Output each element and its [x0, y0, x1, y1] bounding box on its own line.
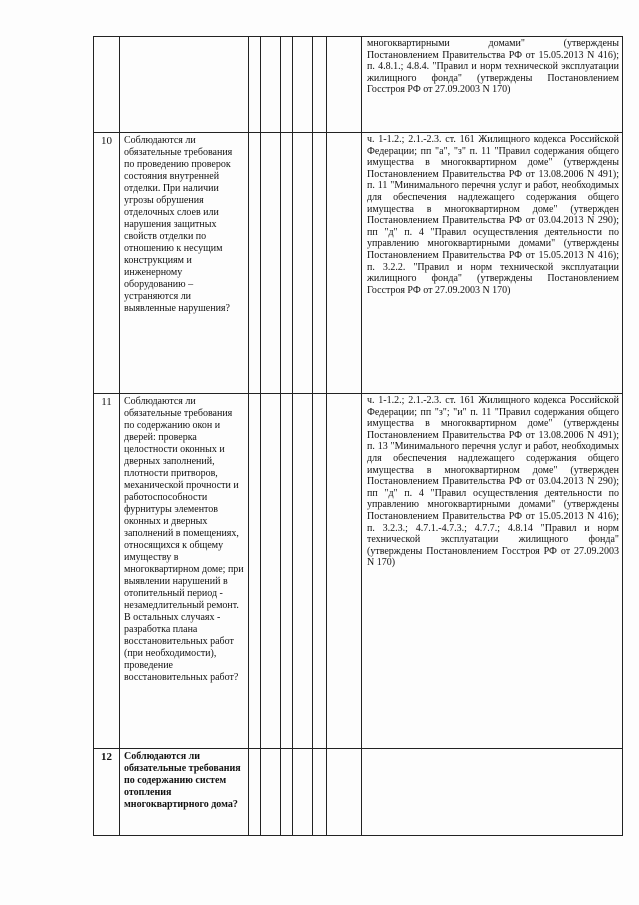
table-row-continued [94, 37, 623, 133]
answer-cell [281, 133, 293, 394]
answer-cell [281, 749, 293, 836]
question-cell: Соблюдаются ли обязательные требования по содержанию окон и дверей: проверка целостности оконных и дверных заполнений, плотности притворов, механической прочности и работоспособности фурнитуры элементов оконных и дверных заполнений в помещениях, относящихся к общему имуществу в многоквартирном доме; при выявлении нарушений в отопительный период - незамедлительный ремонт. В остальных случаях - разработка плана восстановительных работ (при необходимости), проведение восстановительных работ? [120, 394, 249, 749]
answer-cell [293, 133, 313, 394]
answer-cell [261, 394, 281, 749]
answer-cell [327, 749, 362, 836]
answer-cell [261, 749, 281, 836]
answer-cell [313, 749, 327, 836]
question-cell: Соблюдаются ли обязательные требования по проведению проверок состояния внутренней отделки. При наличии угрозы обрушения отделочных слоев или нарушения защитных свойств отделки по отношению к несущим конструкциям и инженерному оборудованию – устраняются ли выявленные нарушения? [120, 133, 249, 394]
answer-cell [327, 394, 362, 749]
row-number [94, 37, 120, 133]
checklist-table [93, 36, 623, 836]
answer-cell [249, 133, 261, 394]
legal-reference-cell: ч. 1-1.2.; 2.1.-2.3. ст. 161 Жилищного кодекса Российской Федерации; пп "а", "з" п. 11 "Правил содержания общего имущества в многоквартирном доме" (утверждены Постановлением Правительства РФ от 13.08.2006 N 491); п. 11 "Минимального перечня услуг и работ, необходимых для обеспечения надлежащего содержания общего имущества в многоквартирном доме" (утвержден Постановлением Правительства РФ от 03.04.2013 N 290); пп "д" п. 4 "Правил осуществления деятельности по управлению многоквартирными домами" (утверждены Постановлением Правительства РФ от 15.05.2013 N 416); п. 3.2.2. "Правил и норм технической эксплуатации жилищного фонда" (утверждены Постановлением Госстроя РФ от 27.09.2003 N 170) [362, 133, 623, 394]
legal-reference-cell: ч. 1-1.2.; 2.1.-2.3. ст. 161 Жилищного кодекса Российской Федерации; пп "з"; "и" п. 11 "Правил содержания общего имущества в многоквартирном доме" (утверждены Постановлением Правительства РФ от 13.08.2006 N 491); п. 13 "Минимального перечня услуг и работ, необходимых для обеспечения надлежащего содержания общего имущества в многоквартирном доме" (утвержден Постановлением Правительства РФ от 03.04.2013 N 290); пп "д" п. 4 "Правил осуществления деятельности по управлению многоквартирными домами" (утверждены Постановлением Правительства РФ от 15.05.2013 N 416); п. 3.2.3.; 4.7.1.-4.7.3.; 4.7.7.; 4.8.14 "Правил и норм технической эксплуатации жилищного фонда" (утверждены Постановлением Госстроя РФ от 27.09.2003 N 170) [362, 394, 623, 749]
row-number: 10 [94, 133, 120, 394]
answer-cell [293, 37, 313, 133]
legal-reference-cell: многоквартирными домами" (утверждены Постановлением Правительства РФ от 15.05.2013 N 416); п. 4.8.1.; 4.8.4. "Правил и норм технической эксплуатации жилищного фонда" (утверждены Постановлением Госстроя РФ от 27.09.2003 N 170) [362, 37, 623, 133]
answer-cell [313, 394, 327, 749]
question-cell [120, 37, 249, 133]
answer-cell [281, 394, 293, 749]
table-row-10 [94, 133, 623, 394]
legal-reference-cell [362, 749, 623, 836]
answer-cell [261, 133, 281, 394]
question-cell: Соблюдаются ли обязательные требования по содержанию систем отопления многоквартирного дома? [120, 749, 249, 836]
answer-cell [249, 749, 261, 836]
answer-cell [293, 749, 313, 836]
table-row-12 [94, 749, 623, 836]
answer-cell [261, 37, 281, 133]
answer-cell [281, 37, 293, 133]
answer-cell [313, 133, 327, 394]
answer-cell [293, 394, 313, 749]
row-number: 12 [94, 749, 120, 836]
answer-cell [249, 394, 261, 749]
answer-cell [249, 37, 261, 133]
answer-cell [327, 37, 362, 133]
answer-cell [327, 133, 362, 394]
row-number: 11 [94, 394, 120, 749]
table-row-11 [94, 394, 623, 749]
answer-cell [313, 37, 327, 133]
